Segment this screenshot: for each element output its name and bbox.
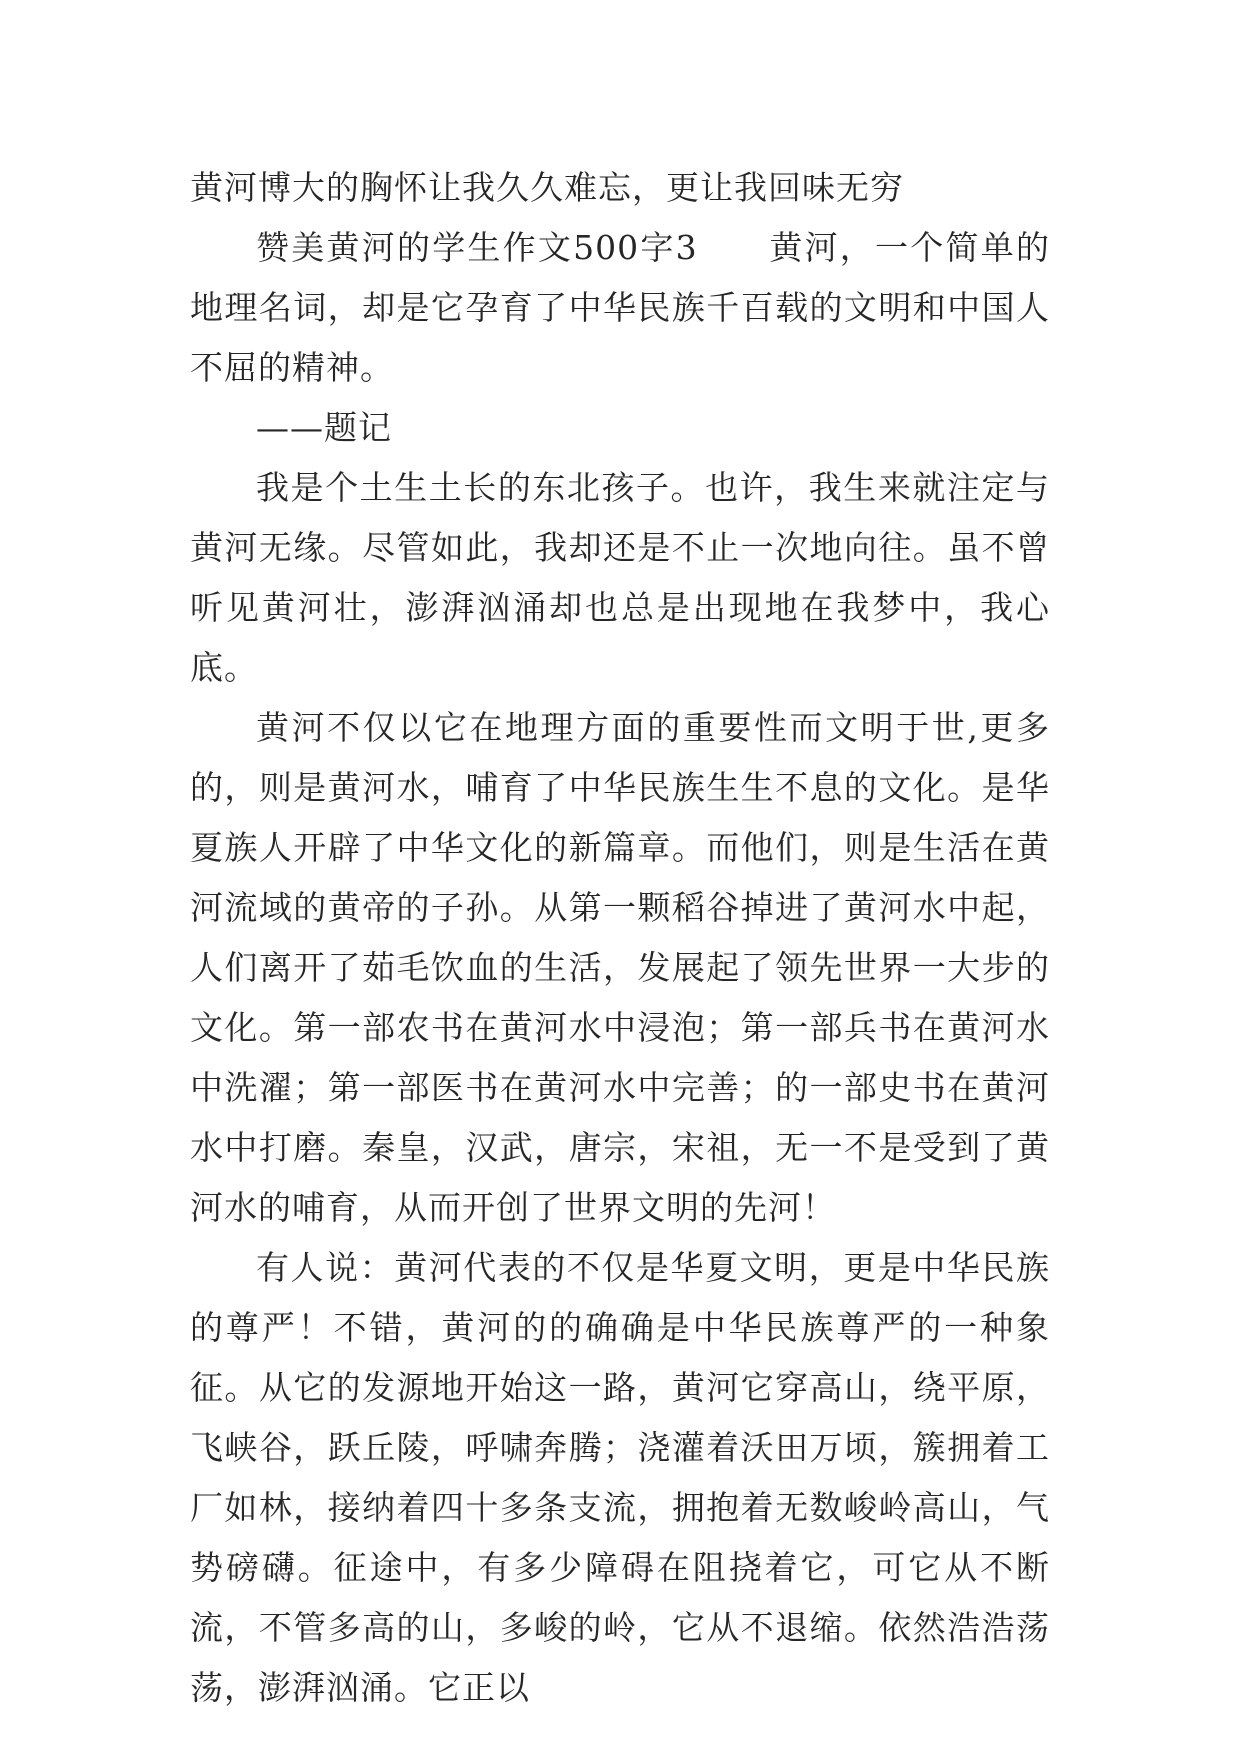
essay-body <box>190 158 1050 1718</box>
paragraph-closing-line: 黄河博大的胸怀让我久久难忘，更让我回味无穷 <box>190 168 904 207</box>
paragraph-northeast-child: 我是个土生土长的东北孩子。也许，我生来就注定与黄河无缘。尽管如此，我却还是不止一次地向往。虽不曾听见黄河壮，澎湃汹涌却也总是出现地在我梦中，我心底。 <box>190 468 1050 687</box>
paragraph-epigraph: ——题记 <box>256 408 392 447</box>
paragraph-essay-title-intro: 赞美黄河的学生作文500字3 黄河，一个简单的地理名词，却是它孕育了中华民族千百载的文明和中国人不屈的精神。 <box>190 228 1050 387</box>
paragraph-yellow-river-culture: 黄河不仅以它在地理方面的重要性而文明于世,更多的，则是黄河水，哺育了中华民族生生不息的文化。是华夏族人开辟了中华文化的新篇章。而他们，则是生活在黄河流域的黄帝的子孙。从第一颗稻谷掉进了黄河水中起，人们离开了茹毛饮血的生活，发展起了领先世界一大步的文化。第一部农书在黄河水中浸泡；第一部兵书在黄河水中洗濯；第一部医书在黄河水中完善；的一部史书在黄河水中打磨。秦皇，汉武，唐宗，宋祖，无一不是受到了黄河水的哺育，从而开创了世界文明的先河！ <box>190 708 1050 1227</box>
paragraph-national-dignity: 有人说：黄河代表的不仅是华夏文明，更是中华民族的尊严！不错，黄河的的确确是中华民族尊严的一种象征。从它的发源地开始这一路，黄河它穿高山，绕平原，飞峡谷，跃丘陵，呼啸奔腾；浇灌着沃田万顷，簇拥着工厂如林，接纳着四十多条支流，拥抱着无数峻岭高山，气势磅礴。征途中，有多少障碍在阻挠着它，可它从不断流，不管多高的山，多峻的岭，它从不退缩。依然浩浩荡荡，澎湃汹涌。它正以 <box>190 1248 1050 1707</box>
